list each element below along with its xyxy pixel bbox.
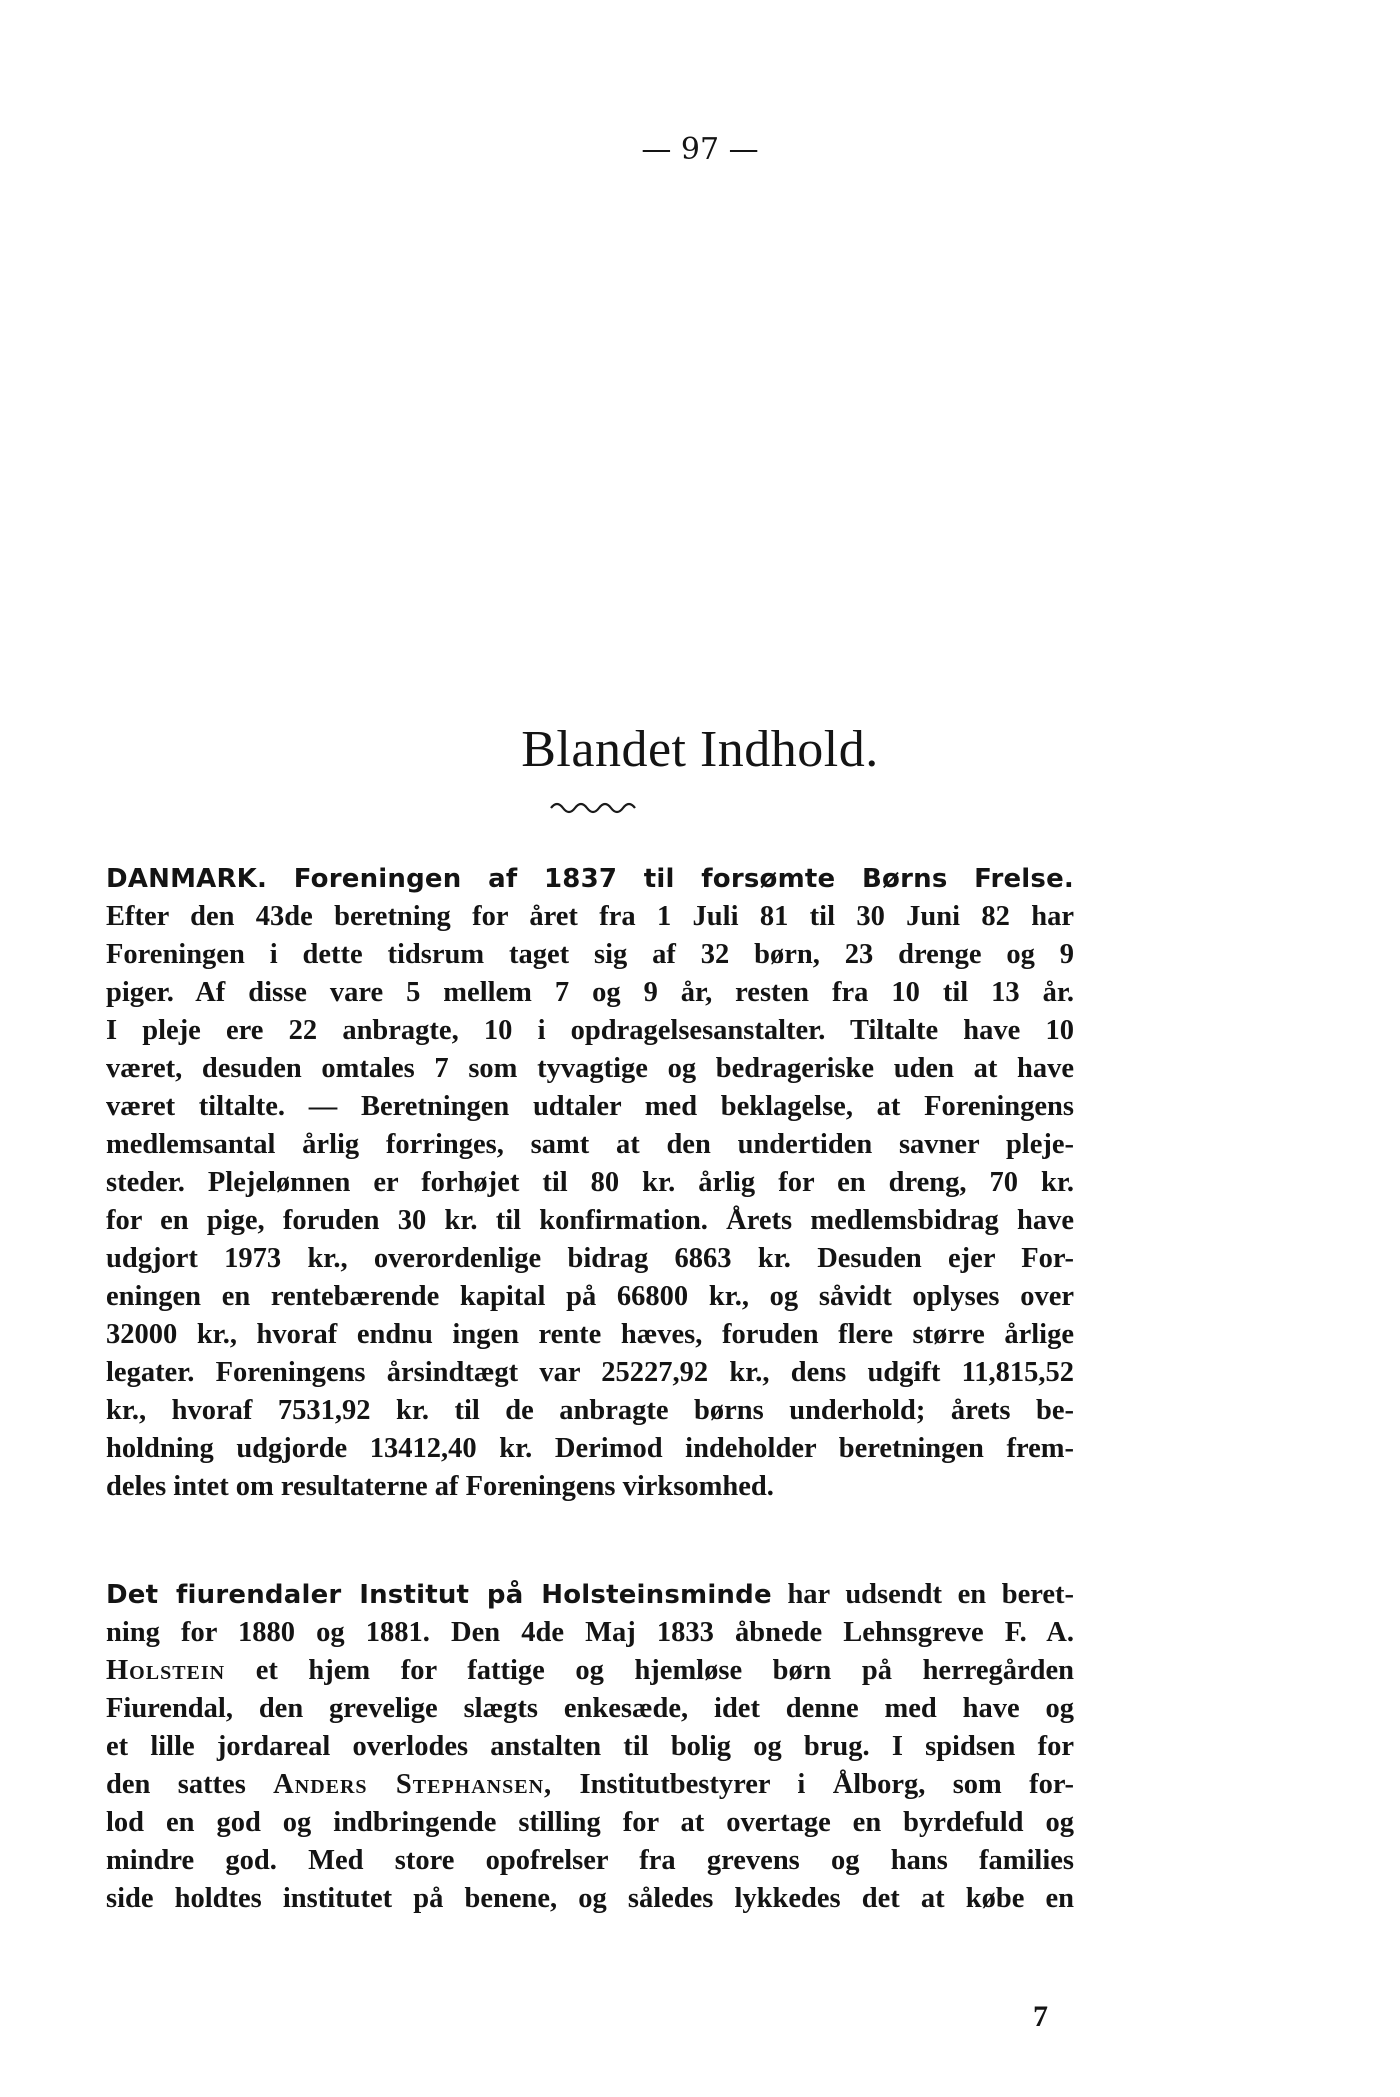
text-line: Fiurendal, den grevelige slægts enkesæde, idet denne med have og — [106, 1693, 1074, 1724]
page-number: — 97 — — [641, 132, 759, 167]
article-lead: Det fiurendaler Institut på Holsteinsminde — [106, 1580, 772, 1610]
text-line: side holdtes institutet på benene, og således lykkedes det at købe en — [106, 1883, 1074, 1914]
article-danmark — [106, 860, 1074, 1506]
person-name: Anders Stephansen, — [273, 1769, 553, 1800]
article-fiurendal — [106, 1576, 1074, 1918]
text-line: piger. Af disse vare 5 mellem 7 og 9 år, resten fra 10 til 13 år. — [106, 977, 1074, 1008]
text-line: I pleje ere 22 anbragte, 10 i opdragelsesanstalter. Tiltalte have 10 — [106, 1015, 1074, 1046]
text-fragment: har udsendt en beret- — [787, 1579, 1074, 1610]
text-line: steder. Plejelønnen er forhøjet til 80 kr. årlig for en dreng, 70 kr. — [106, 1167, 1074, 1198]
text-line: kr., hvoraf 7531,92 kr. til de anbragte børns underhold; årets be- — [106, 1395, 1074, 1426]
text-fragment: et hjem for fattige og hjemløse børn på herregården — [255, 1655, 1074, 1686]
signature-mark: 7 — [1033, 2000, 1048, 2033]
text-fragment: Institutbestyrer i Ålborg, som for- — [579, 1769, 1074, 1800]
text-line: for en pige, foruden 30 kr. til konfirmation. Årets medlemsbidrag have — [106, 1205, 1074, 1236]
text-line: medlemsantal årlig forringes, samt at den undertiden savner pleje- — [106, 1129, 1074, 1160]
text-line: 32000 kr., hvoraf endnu ingen rente hæves, foruden flere større årlige — [106, 1319, 1074, 1350]
article-lead-line — [106, 1576, 1074, 1614]
text-line: deles intet om resultaterne af Foreningens virksomhed. — [106, 1471, 774, 1502]
text-line: eningen en rentebærende kapital på 66800 kr., og såvidt oplyses over — [106, 1281, 1074, 1312]
text-line: holdning udgjorde 13412,40 kr. Derimod indeholder beretningen frem- — [106, 1433, 1074, 1464]
text-line: Foreningen i dette tidsrum taget sig af 32 børn, 23 drenge og 9 — [106, 939, 1074, 970]
text-line: legater. Foreningens årsindtægt var 25227,92 kr., dens udgift 11,815,52 — [106, 1357, 1074, 1388]
section-title: Blandet Indhold. — [521, 721, 879, 778]
text-line: ning for 1880 og 1881. Den 4de Maj 1833 åbnede Lehnsgreve F. A. — [106, 1617, 1074, 1648]
article-lead-line — [106, 860, 1074, 898]
text-line: været, desuden omtales 7 som tyvagtige og bedrageriske uden at have — [106, 1053, 1074, 1084]
text-line: været tiltalte. — Beretningen udtaler med beklagelse, at Foreningens — [106, 1091, 1074, 1122]
person-name: Holstein — [106, 1655, 226, 1686]
text-line: lod en god og indbringende stilling for at overtage en byrdefuld og — [106, 1807, 1074, 1838]
text-line — [106, 1766, 1074, 1804]
text-line — [106, 1652, 1074, 1690]
text-line: udgjort 1973 kr., overordenlige bidrag 6863 kr. Desuden ejer For- — [106, 1243, 1074, 1274]
wave-ornament-icon — [547, 798, 647, 814]
text-line: et lille jordareal overlodes anstalten til bolig og brug. I spidsen for — [106, 1731, 1074, 1762]
text-fragment: den sattes — [106, 1769, 246, 1800]
text-line: mindre god. Med store opofrelser fra grevens og hans families — [106, 1845, 1074, 1876]
article-lead: DANMARK. Foreningen af 1837 til forsømte Børns Frelse. — [106, 864, 1074, 894]
text-line: Efter den 43de beretning for året fra 1 Juli 81 til 30 Juni 82 har — [106, 901, 1074, 932]
